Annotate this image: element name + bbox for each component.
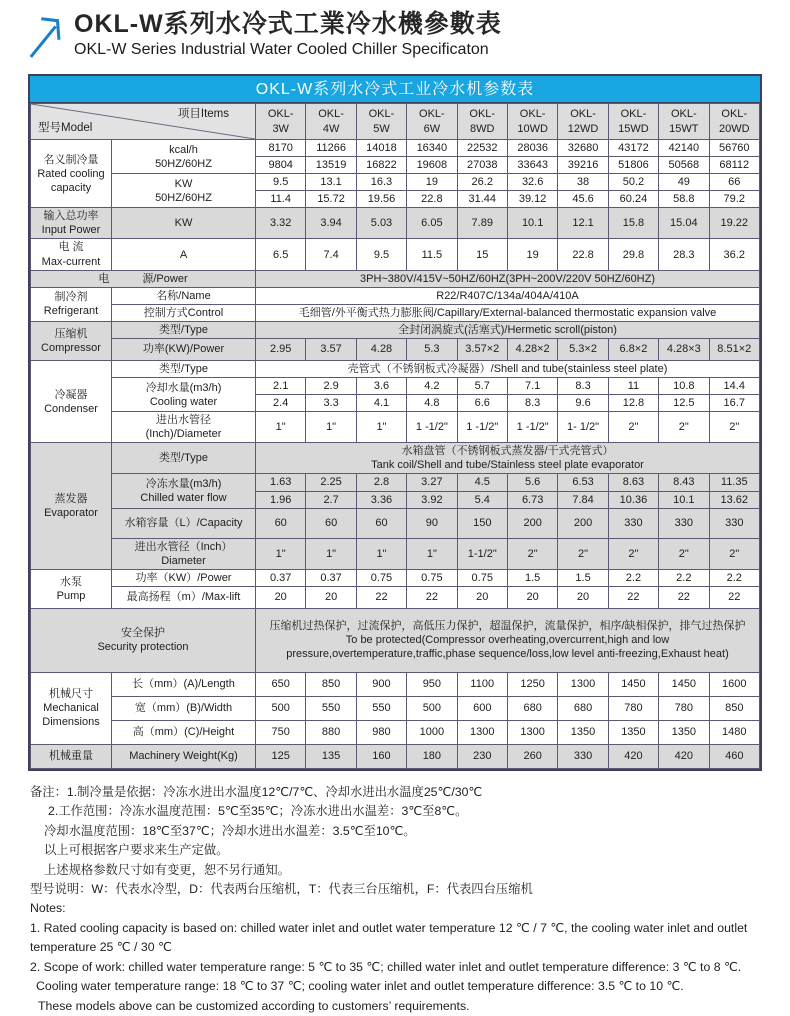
spec-value: 60 — [256, 508, 306, 538]
spec-value: 1100 — [457, 672, 507, 696]
spec-value: 20 — [457, 586, 507, 608]
spec-value: 10.8 — [659, 378, 709, 395]
spec-value: 1" — [306, 412, 356, 443]
spec-value: 12.5 — [659, 395, 709, 412]
spec-value: 26.2 — [457, 174, 507, 191]
table-row — [31, 360, 760, 377]
spec-value-merged: 3PH~380V/415V~50HZ/60HZ(3PH~200V/220V 50HZ/60HZ) — [256, 270, 760, 287]
spec-value: 550 — [306, 696, 356, 720]
model-header: OKL- 3W — [256, 104, 306, 140]
spec-value: 58.8 — [659, 191, 709, 208]
spec-value: 7.84 — [558, 491, 608, 508]
spec-value: 2.25 — [306, 474, 356, 491]
section-label: 电 源/Power — [31, 270, 256, 287]
table-title-bar: OKL-W系列水冷式工业冷水机参数表 — [30, 76, 760, 103]
item-label: 功率（KW）/Power — [112, 569, 256, 586]
spec-value: 7.1 — [507, 378, 557, 395]
spec-value: 600 — [457, 696, 507, 720]
note-line: 备注：1.制冷量是依据：冷冻水进出水温度12℃/7℃、冷却水进出水温度25℃/30℃ — [30, 784, 483, 799]
spec-value: 32680 — [558, 140, 608, 157]
item-label: KW 50HZ/60HZ — [112, 174, 256, 208]
spec-value: 2.4 — [256, 395, 306, 412]
section-label: 电 流 Max-current — [31, 239, 112, 270]
spec-value: 500 — [256, 696, 306, 720]
spec-value: 650 — [256, 672, 306, 696]
spec-value: 31.44 — [457, 191, 507, 208]
table-row — [31, 443, 760, 474]
corner-items-label: 项目Items — [177, 108, 229, 120]
spec-value: 5.3 — [407, 338, 457, 360]
spec-value: 38 — [558, 174, 608, 191]
spec-value: 1" — [407, 538, 457, 569]
spec-value: 20 — [558, 586, 608, 608]
spec-value: 180 — [407, 744, 457, 768]
spec-value: 160 — [356, 744, 406, 768]
spec-value: 15.8 — [608, 208, 658, 239]
spec-value: 1.96 — [256, 491, 306, 508]
spec-value: 49 — [659, 174, 709, 191]
spec-value: 0.75 — [457, 569, 507, 586]
spec-value: 2.2 — [608, 569, 658, 586]
item-label: kcal/h 50HZ/60HZ — [112, 140, 256, 174]
model-header: OKL- 20WD — [709, 104, 759, 140]
spec-value: 0.37 — [256, 569, 306, 586]
spec-value: 1.63 — [256, 474, 306, 491]
spec-value: 1450 — [659, 672, 709, 696]
spec-value: 10.1 — [507, 208, 557, 239]
spec-value: 330 — [558, 744, 608, 768]
table-row — [31, 174, 760, 191]
spec-value: 850 — [306, 672, 356, 696]
notes — [30, 783, 790, 1016]
model-header: OKL- 10WD — [507, 104, 557, 140]
section-label: 蒸发器 Evaporator — [31, 443, 112, 569]
item-label: 类型/Type — [112, 321, 256, 338]
spec-value: 420 — [659, 744, 709, 768]
spec-value: 500 — [407, 696, 457, 720]
item-label: 控制方式Control — [112, 304, 256, 321]
spec-value: 680 — [507, 696, 557, 720]
model-header: OKL- 5W — [356, 104, 406, 140]
spec-value: 6.6 — [457, 395, 507, 412]
spec-value: 230 — [457, 744, 507, 768]
spec-value: 3.3 — [306, 395, 356, 412]
item-label: A — [112, 239, 256, 270]
section-label: 输入总功率 Input Power — [31, 208, 112, 239]
spec-value: 9.6 — [558, 395, 608, 412]
page-header — [0, 0, 790, 62]
table-row — [31, 378, 760, 395]
spec-value: 0.75 — [407, 569, 457, 586]
table-row — [31, 474, 760, 491]
spec-value: 14.4 — [709, 378, 759, 395]
spec-value: 4.28×3 — [659, 338, 709, 360]
spec-value: 330 — [659, 508, 709, 538]
spec-value: 2.7 — [306, 491, 356, 508]
spec-value-merged: 水箱盘管（不锈钢板式蒸发器/干式壳管式） Tank coil/Shell and tube/Stainless steel plate evaporator — [256, 443, 760, 474]
model-header: OKL- 6W — [407, 104, 457, 140]
spec-value: 19 — [407, 174, 457, 191]
spec-value-merged: 压缩机过热保护，过流保护，高低压力保护，超温保护，流量保护，相序/缺相保护，排气过热保护 To be protected(Compressor overheating,overcurrent,high and low pressure,overtemperature,traffic,phase sequence/loss,low level anti-freezing,Exhaust heat) — [256, 608, 760, 672]
spec-value: 5.4 — [457, 491, 507, 508]
table-corner — [31, 104, 256, 140]
item-label: 最高扬程（m）/Max-lift — [112, 586, 256, 608]
table-row — [31, 304, 760, 321]
item-label: 水箱容量（L）/Capacity — [112, 508, 256, 538]
section-label: 名义制冷量 Rated cooling capacity — [31, 140, 112, 208]
note-line: 2.工作范围：冷冻水温度范围：5℃至35℃；冷冻水进出水温差：3℃至8℃。 — [48, 804, 468, 819]
spec-value: 900 — [356, 672, 406, 696]
spec-table-body — [31, 140, 760, 769]
item-label: 进出水管径 (Inch)/Diameter — [112, 412, 256, 443]
spec-value: 2.9 — [306, 378, 356, 395]
spec-value: 0.75 — [356, 569, 406, 586]
spec-value: 22 — [356, 586, 406, 608]
spec-value: 56760 — [709, 140, 759, 157]
spec-value: 19 — [507, 239, 557, 270]
spec-value: 200 — [558, 508, 608, 538]
model-header-row — [31, 104, 760, 140]
note-line: 2. Scope of work: chilled water temperature range: 5 ℃ to 35 ℃; chilled water inlet and outlet temperature difference: 3 ℃ to 8 ℃. — [30, 959, 742, 974]
spec-value: 1.5 — [558, 569, 608, 586]
spec-value: 2" — [659, 538, 709, 569]
note-line: These models above can be customized according to customers’ requirements. — [38, 998, 470, 1013]
spec-value: 19608 — [407, 157, 457, 174]
spec-value: 22 — [608, 586, 658, 608]
spec-table — [28, 74, 762, 771]
spec-value: 22.8 — [558, 239, 608, 270]
spec-value: 1250 — [507, 672, 557, 696]
spec-value: 1 -1/2" — [407, 412, 457, 443]
model-header: OKL- 12WD — [558, 104, 608, 140]
spec-value: 1480 — [709, 720, 759, 744]
section-label: 压缩机 Compressor — [31, 321, 112, 360]
spec-value: 550 — [356, 696, 406, 720]
spec-value: 19.22 — [709, 208, 759, 239]
spec-value: 22.8 — [407, 191, 457, 208]
spec-value: 10.36 — [608, 491, 658, 508]
spec-value: 2" — [608, 538, 658, 569]
section-label: 制冷剂 Refrigerant — [31, 287, 112, 321]
spec-value: 1" — [256, 538, 306, 569]
spec-value: 13.62 — [709, 491, 759, 508]
table-row — [31, 508, 760, 538]
item-label: 功率(KW)/Power — [112, 338, 256, 360]
spec-value: 8.3 — [507, 395, 557, 412]
spec-value: 4.5 — [457, 474, 507, 491]
spec-value: 850 — [709, 696, 759, 720]
spec-value: 135 — [306, 744, 356, 768]
spec-value: 1350 — [558, 720, 608, 744]
spec-value: 460 — [709, 744, 759, 768]
spec-value: 125 — [256, 744, 306, 768]
spec-value: 60 — [306, 508, 356, 538]
spec-value: 6.73 — [507, 491, 557, 508]
spec-value-merged: 全封闭涡旋式(活塞式)/Hermetic scroll(piston) — [256, 321, 760, 338]
table-row — [31, 586, 760, 608]
model-header: OKL- 15WD — [608, 104, 658, 140]
spec-value: 1.5 — [507, 569, 557, 586]
table-row — [31, 270, 760, 287]
spec-value: 2" — [507, 538, 557, 569]
item-label: 类型/Type — [112, 360, 256, 377]
spec-value: 20 — [507, 586, 557, 608]
item-label: 冷却水量(m3/h) Cooling water — [112, 378, 256, 412]
spec-value: 27038 — [457, 157, 507, 174]
spec-value: 6.5 — [256, 239, 306, 270]
spec-value: 3.94 — [306, 208, 356, 239]
spec-value: 420 — [608, 744, 658, 768]
spec-value: 4.28 — [356, 338, 406, 360]
spec-value: 50568 — [659, 157, 709, 174]
model-header: OKL- 8WD — [457, 104, 507, 140]
table-row — [31, 287, 760, 304]
spec-value: 8170 — [256, 140, 306, 157]
section-label: 安全保护 Security protection — [31, 608, 256, 672]
spec-value: 22 — [709, 586, 759, 608]
spec-value: 4.28×2 — [507, 338, 557, 360]
spec-value: 6.53 — [558, 474, 608, 491]
spec-value: 0.37 — [306, 569, 356, 586]
spec-value: 15 — [457, 239, 507, 270]
section-label: 水泵 Pump — [31, 569, 112, 608]
table-row — [31, 569, 760, 586]
spec-value: 28.3 — [659, 239, 709, 270]
spec-value: 43172 — [608, 140, 658, 157]
table-row — [31, 696, 760, 720]
spec-value: 5.6 — [507, 474, 557, 491]
spec-value: 9.5 — [356, 239, 406, 270]
spec-value: 1300 — [457, 720, 507, 744]
spec-value: 1350 — [659, 720, 709, 744]
item-label: Machinery Weight(Kg) — [112, 744, 256, 768]
spec-value: 9.5 — [256, 174, 306, 191]
spec-value: 3.32 — [256, 208, 306, 239]
item-label: 宽（mm）(B)/Width — [112, 696, 256, 720]
spec-value: 1300 — [507, 720, 557, 744]
spec-value: 200 — [507, 508, 557, 538]
table-row — [31, 208, 760, 239]
spec-value: 1" — [256, 412, 306, 443]
spec-value: 8.63 — [608, 474, 658, 491]
spec-value: 20 — [306, 586, 356, 608]
model-header: OKL- 4W — [306, 104, 356, 140]
spec-value-merged: 壳管式（不锈钢板式冷凝器）/Shell and tube(stainless steel plate) — [256, 360, 760, 377]
arrow-up-right-icon — [26, 10, 68, 60]
spec-value: 12.1 — [558, 208, 608, 239]
spec-value: 33643 — [507, 157, 557, 174]
table-row — [31, 672, 760, 696]
spec-value: 6.05 — [407, 208, 457, 239]
note-line: Notes: — [30, 901, 66, 916]
spec-value: 4.1 — [356, 395, 406, 412]
spec-value: 9804 — [256, 157, 306, 174]
spec-value: 4.8 — [407, 395, 457, 412]
spec-value: 3.36 — [356, 491, 406, 508]
table-row — [31, 321, 760, 338]
spec-value: 36.2 — [709, 239, 759, 270]
spec-value: 7.4 — [306, 239, 356, 270]
spec-value: 8.51×2 — [709, 338, 759, 360]
spec-value: 32.6 — [507, 174, 557, 191]
spec-value: 780 — [608, 696, 658, 720]
spec-value: 1350 — [608, 720, 658, 744]
spec-value: 3.27 — [407, 474, 457, 491]
spec-value: 5.7 — [457, 378, 507, 395]
spec-value: 11.35 — [709, 474, 759, 491]
item-label: 进出水管径（Inch） Diameter — [112, 538, 256, 569]
spec-value: 66 — [709, 174, 759, 191]
spec-value: 2.95 — [256, 338, 306, 360]
table-row — [31, 608, 760, 672]
spec-value: 16.7 — [709, 395, 759, 412]
spec-value: 2" — [558, 538, 608, 569]
spec-value: 1450 — [608, 672, 658, 696]
spec-value: 11 — [608, 378, 658, 395]
spec-value: 51806 — [608, 157, 658, 174]
spec-value: 45.6 — [558, 191, 608, 208]
spec-value: 22 — [407, 586, 457, 608]
spec-value: 1600 — [709, 672, 759, 696]
spec-value: 4.2 — [407, 378, 457, 395]
table-row — [31, 140, 760, 157]
spec-value: 750 — [256, 720, 306, 744]
spec-value: 2" — [608, 412, 658, 443]
spec-value: 680 — [558, 696, 608, 720]
item-label: 类型/Type — [112, 443, 256, 474]
spec-value: 15.72 — [306, 191, 356, 208]
spec-value: 330 — [608, 508, 658, 538]
spec-value: 1" — [356, 538, 406, 569]
spec-value: 90 — [407, 508, 457, 538]
section-label: 冷凝器 Condenser — [31, 360, 112, 442]
spec-value: 22 — [659, 586, 709, 608]
spec-value: 10.1 — [659, 491, 709, 508]
page-title: OKL-W系列水冷式工業冷水機參數表 — [74, 10, 502, 38]
spec-value: 11.4 — [256, 191, 306, 208]
spec-value: 1 -1/2" — [457, 412, 507, 443]
note-line: Cooling water temperature range: 18 ℃ to 37 ℃; cooling water inlet and outlet temperature difference: 3.5 ℃ to 10 ℃. — [36, 979, 684, 994]
spec-value: 8.3 — [558, 378, 608, 395]
spec-value: 12.8 — [608, 395, 658, 412]
table-row — [31, 239, 760, 270]
spec-value: 2" — [709, 538, 759, 569]
spec-value: 11266 — [306, 140, 356, 157]
note-line: 以上可根据客户要求来生产定做。 — [44, 843, 229, 858]
note-line: 1. Rated cooling capacity is based on: chilled water inlet and outlet water temperature 12 ℃ / 7 ℃, the cooling water inlet and outlet — [30, 920, 748, 935]
spec-value-merged: 毛细管/外平衡式热力膨胀阀/Capillary/External-balanced thermostatic expansion valve — [256, 304, 760, 321]
item-label: 名称/Name — [112, 287, 256, 304]
spec-value: 42140 — [659, 140, 709, 157]
table-row — [31, 538, 760, 569]
spec-value: 2.1 — [256, 378, 306, 395]
table-row — [31, 744, 760, 768]
spec-value: 1" — [306, 538, 356, 569]
spec-value: 150 — [457, 508, 507, 538]
spec-value: 2" — [659, 412, 709, 443]
section-label: 机械重量 — [31, 744, 112, 768]
table-row — [31, 338, 760, 360]
spec-value: 2.2 — [659, 569, 709, 586]
spec-value: 13.1 — [306, 174, 356, 191]
spec-value: 2.2 — [709, 569, 759, 586]
note-line: temperature 25 ℃ / 30 ℃ — [30, 940, 172, 955]
spec-value: 28036 — [507, 140, 557, 157]
spec-value: 1 -1/2" — [507, 412, 557, 443]
corner-model-label: 型号Model — [38, 122, 93, 135]
table-row — [31, 412, 760, 443]
item-label: KW — [112, 208, 256, 239]
model-header: OKL- 15WT — [659, 104, 709, 140]
note-line: 型号说明：W：代表水冷型，D：代表两台压缩机，T：代表三台压缩机，F：代表四台压缩机 — [30, 881, 533, 896]
spec-value: 880 — [306, 720, 356, 744]
spec-value: 8.43 — [659, 474, 709, 491]
spec-value: 3.6 — [356, 378, 406, 395]
spec-value-merged: R22/R407C/134a/404A/410A — [256, 287, 760, 304]
spec-value: 260 — [507, 744, 557, 768]
spec-value: 60.24 — [608, 191, 658, 208]
item-label: 长（mm）(A)/Length — [112, 672, 256, 696]
spec-value: 3.92 — [407, 491, 457, 508]
spec-value: 19.56 — [356, 191, 406, 208]
note-line: 上述规格参数尺寸如有变更，恕不另行通知。 — [44, 862, 290, 877]
spec-value: 1" — [356, 412, 406, 443]
note-line: 冷却水温度范围：18℃至37℃；冷却水进出水温差：3.5℃至10℃。 — [44, 823, 416, 838]
spec-value: 3.57×2 — [457, 338, 507, 360]
spec-value: 330 — [709, 508, 759, 538]
spec-value: 29.8 — [608, 239, 658, 270]
page-subtitle: OKL-W Series Industrial Water Cooled Chiller Specificaton — [74, 40, 489, 58]
spec-value: 1000 — [407, 720, 457, 744]
table-row — [31, 720, 760, 744]
spec-value: 3.57 — [306, 338, 356, 360]
spec-value: 7.89 — [457, 208, 507, 239]
section-label: 机械尺寸 Mechanical Dimensions — [31, 672, 112, 744]
spec-value: 2.8 — [356, 474, 406, 491]
spec-value: 79.2 — [709, 191, 759, 208]
spec-value: 13519 — [306, 157, 356, 174]
spec-value: 39216 — [558, 157, 608, 174]
spec-value: 11.5 — [407, 239, 457, 270]
spec-value: 15.04 — [659, 208, 709, 239]
spec-value: 780 — [659, 696, 709, 720]
spec-value: 68112 — [709, 157, 759, 174]
spec-value: 980 — [356, 720, 406, 744]
spec-value: 16340 — [407, 140, 457, 157]
spec-value: 5.3×2 — [558, 338, 608, 360]
item-label: 高（mm）(C)/Height — [112, 720, 256, 744]
spec-value: 14018 — [356, 140, 406, 157]
item-label: 冷冻水量(m3/h) Chilled water flow — [112, 474, 256, 508]
spec-value: 950 — [407, 672, 457, 696]
spec-value: 1- 1/2" — [558, 412, 608, 443]
spec-value: 16822 — [356, 157, 406, 174]
spec-value: 1300 — [558, 672, 608, 696]
spec-value: 60 — [356, 508, 406, 538]
spec-value: 5.03 — [356, 208, 406, 239]
spec-value: 20 — [256, 586, 306, 608]
spec-value: 22532 — [457, 140, 507, 157]
spec-value: 1-1/2" — [457, 538, 507, 569]
spec-value: 39.12 — [507, 191, 557, 208]
spec-value: 2" — [709, 412, 759, 443]
spec-value: 50.2 — [608, 174, 658, 191]
spec-value: 6.8×2 — [608, 338, 658, 360]
spec-value: 16.3 — [356, 174, 406, 191]
spec-table-grid — [30, 103, 760, 769]
